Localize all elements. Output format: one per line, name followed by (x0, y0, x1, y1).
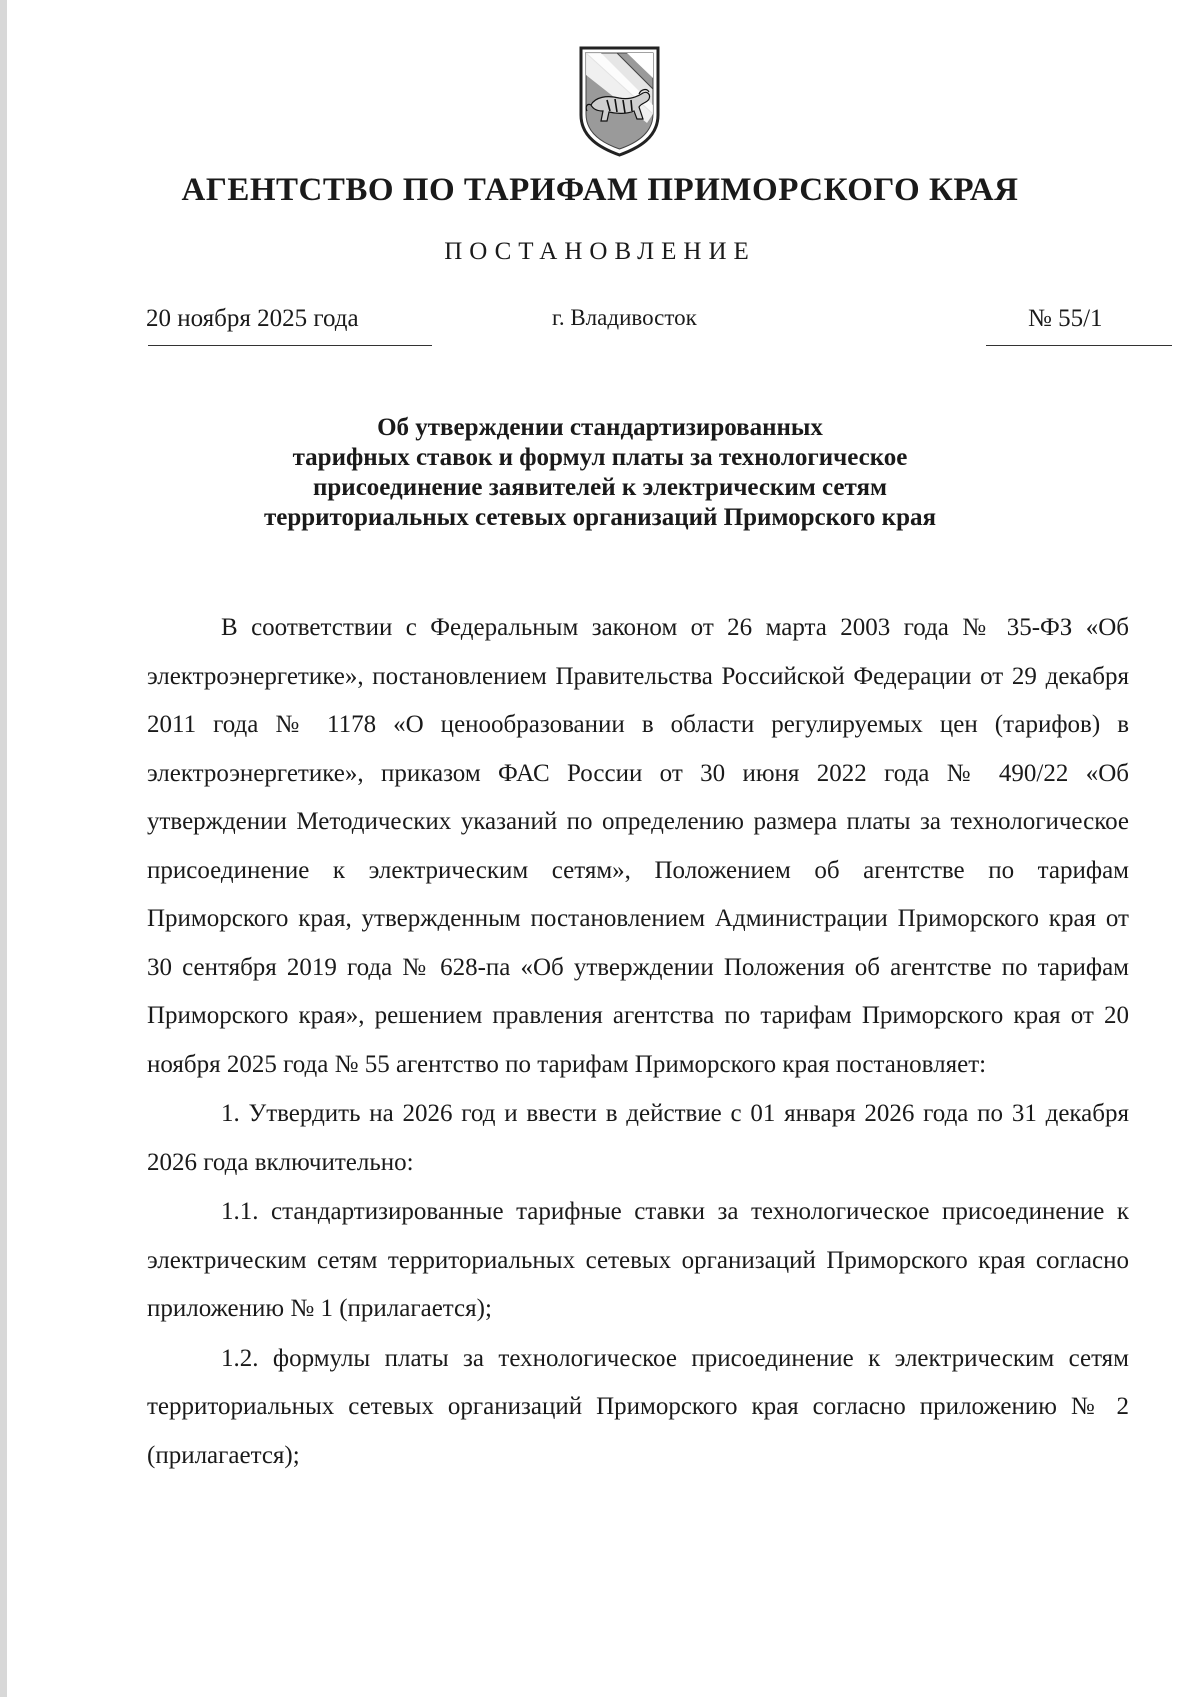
clause-1-2: 1.2. формулы платы за технологическое присоединение к электрическим сетям территориальных сетевых организаций Приморского края согласно приложению № 2 (прилагается); (147, 1344, 1129, 1469)
document-type: ПОСТАНОВЛЕНИЕ (444, 238, 756, 265)
document-body (147, 604, 1129, 1480)
preamble-paragraph: В соответствии с Федеральным законом от 26 марта 2003 года № 35-ФЗ «Об электроэнергетике», постановлением Правительства Российской Федерации от 29 декабря 2011 года № 1178 «О ценообразовании в области регулируемых цен (тарифов) в электроэнергетике», приказом ФАС России от 30 июня 2022 года № 490/22 «Об утверждении Методических указаний по определению размера платы за технологическое присоединение к электрическим сетям», Положением об агентстве по тарифам Приморского края, утвержденным постановлением Администрации Приморского края от 30 сентября 2019 года № 628-па «Об утверждении Положения об агентстве по тарифам Приморского края», решением правления агентства по тарифам Приморского края от 20 ноября 2025 года № 55 агентство по тарифам Приморского края постановляет: (147, 614, 1129, 1078)
document-number: № 55/1 (1028, 305, 1103, 332)
date-underline (148, 345, 432, 346)
clause-1: 1. Утвердить на 2026 год и ввести в действие с 01 января 2026 года по 31 декабря 2026 года включительно: (147, 1100, 1129, 1176)
document-date: 20 ноября 2025 года (146, 305, 359, 332)
number-underline (986, 345, 1172, 346)
clause-1-1: 1.1. стандартизированные тарифные ставки за технологическое присоединение к электрическим сетям территориальных сетевых организаций Приморского края согласно приложению № 1 (прилагается); (147, 1198, 1129, 1322)
coat-of-arms-icon (577, 45, 662, 157)
title-line: присоединение заявителей к электрическим сетям (312, 474, 888, 501)
title-line: Об утверждении стандартизированных (377, 414, 823, 441)
document-city: г. Владивосток (552, 305, 697, 330)
title-line: тарифных ставок и формул платы за технологическое (292, 444, 908, 471)
document-title (100, 413, 1100, 533)
agency-name: АГЕНТСТВО ПО ТАРИФАМ ПРИМОРСКОГО КРАЯ (181, 172, 1019, 208)
title-line: территориальных сетевых организаций Приморского края (263, 504, 937, 531)
